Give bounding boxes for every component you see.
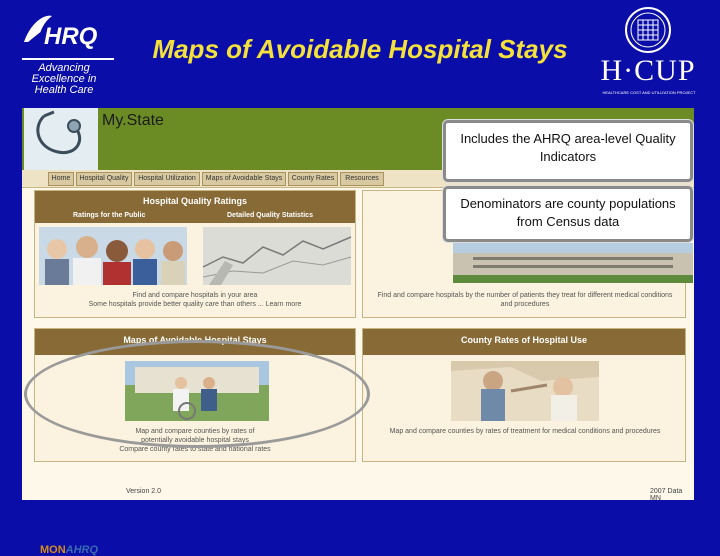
tab-maps-avoidable-stays[interactable]: Maps of Avoidable Stays [202, 172, 286, 186]
panel-hospital-quality[interactable] [34, 190, 356, 318]
hcup-logo [596, 4, 700, 100]
tab-home[interactable]: Home [48, 172, 74, 186]
ratings-public-label[interactable]: Ratings for the Public [73, 212, 146, 219]
panel-maps-avoidable-stays[interactable] [34, 328, 356, 462]
tagline-line-1: Advancing [38, 62, 90, 74]
utilization-text [367, 291, 683, 309]
monahrq-logo-mon: MON [40, 544, 66, 556]
panel-heading: Hospital Quality Ratings [35, 191, 355, 223]
tab-resources[interactable]: Resources [340, 172, 384, 186]
app-name: My.State [102, 112, 164, 129]
tab-hospital-utilization[interactable]: Hospital Utilization [134, 172, 200, 186]
avoidable-stays-photo[interactable] [125, 361, 269, 421]
slide-title: Maps of Avoidable Hospital Stays [152, 34, 568, 64]
quality-text-line-2: Some hospitals provide better quality care than others ... Learn more [88, 301, 302, 308]
monahrq-logo-ahrq: AHRQ [65, 544, 99, 556]
utilization-text-line-2: and procedures [500, 301, 550, 308]
detailed-stats-label[interactable]: Detailed Quality Statistics [227, 212, 313, 219]
quality-text-line-1: Find and compare hospitals in your area [132, 292, 258, 299]
avoidable-text-line-2: potentially avoidable hospital stays [141, 437, 249, 444]
tagline-line-2: Excellence in [31, 73, 97, 85]
svg-text:HRQ: HRQ [44, 23, 98, 50]
stethoscope-image-icon [24, 108, 98, 170]
avoidable-text-line-1: Map and compare counties by rates of [135, 428, 255, 435]
hospital-building-photo[interactable] [453, 243, 693, 283]
avoidable-text [39, 427, 351, 454]
tagline-line-3: Health Care [34, 84, 94, 96]
callout-denominators: Denominators are county populations from Census data [443, 186, 693, 242]
hcup-wordmark: H·CUP [600, 54, 696, 87]
county-rates-photo[interactable] [451, 361, 599, 421]
avoidable-text-line-3: Compare county rates to state and national rates [119, 446, 271, 453]
hcup-seal-icon [624, 6, 672, 56]
version-label: Version 2.0 [126, 488, 162, 495]
people-photo[interactable] [39, 227, 187, 285]
panel-county-rates[interactable] [362, 328, 686, 462]
ahrq-divider [22, 58, 114, 60]
panel-heading: Maps of Avoidable Hospital Stays [35, 329, 355, 355]
charts-photo[interactable] [203, 227, 351, 285]
county-text: Map and compare counties by rates of treatment for medical conditions and procedures [389, 428, 661, 435]
monahrq-logo [40, 544, 98, 556]
utilization-text-line-1: Find and compare hospitals by the number of patients they treat for different medical conditions [377, 292, 673, 299]
callout-quality-indicators: Includes the AHRQ area-level Quality Indicators [443, 120, 693, 182]
panel-heading: County Rates of Hospital Use [363, 329, 685, 355]
ahrq-tagline [14, 63, 114, 96]
tab-hospital-quality[interactable]: Hospital Quality [76, 172, 132, 186]
quality-text [39, 291, 351, 309]
ahrq-eagle-logo-icon [18, 12, 114, 52]
tab-county-rates[interactable]: County Rates [288, 172, 338, 186]
copyright-label: 2007 Data MN [650, 488, 683, 502]
ahrq-logo [14, 6, 114, 96]
hcup-subtitle: HEALTHCARE COST AND UTILIZATION PROJECT [602, 90, 696, 95]
